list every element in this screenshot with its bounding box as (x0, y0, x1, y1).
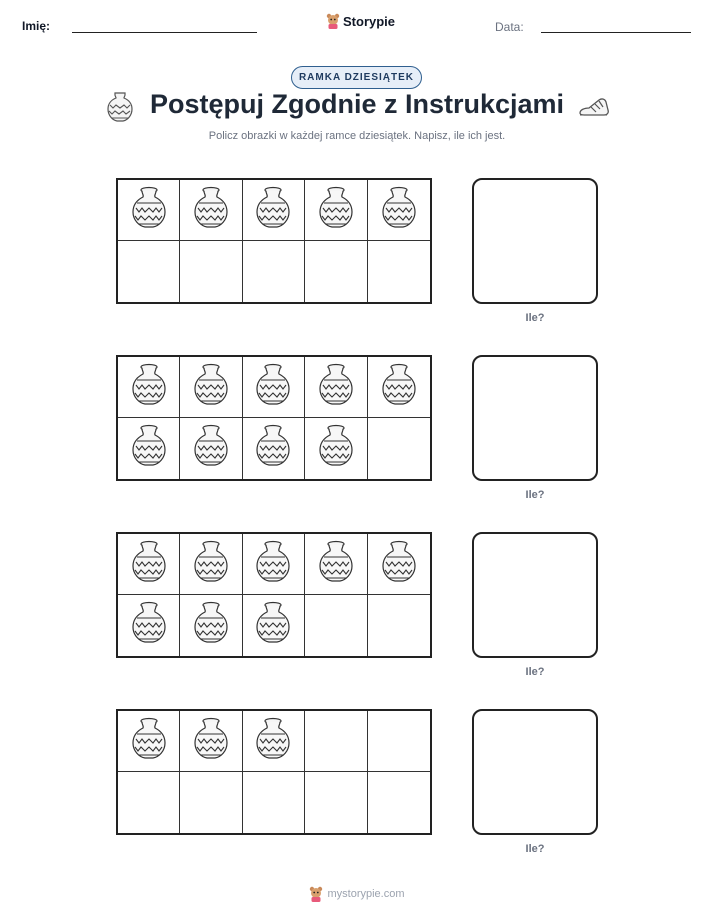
ten-frame-cell (243, 772, 305, 833)
ten-frame (116, 532, 432, 658)
answer-label: Ile? (525, 312, 545, 324)
vase-icon (382, 186, 416, 235)
ten-frame-cell (368, 595, 430, 656)
brand-name: Storypie (343, 13, 396, 29)
vase-icon (132, 601, 166, 650)
answer-box[interactable] (472, 178, 598, 304)
vase-icon (194, 424, 228, 473)
ten-frame-cell (368, 180, 430, 241)
ten-frame-cell (118, 595, 180, 656)
vase-icon (256, 186, 290, 235)
ten-frame-cell (180, 595, 242, 656)
ten-frame-cell (305, 711, 367, 772)
page-title: Postępuj Zgodnie z Instrukcjami (149, 89, 565, 119)
vase-icon (256, 424, 290, 473)
ten-frame-cell (305, 180, 367, 241)
sandal-icon (577, 93, 611, 124)
vase-icon (194, 540, 228, 589)
vase-icon (132, 424, 166, 473)
ten-frame-cell (118, 357, 180, 418)
ten-frame-cell (118, 534, 180, 595)
ten-frame-cell (118, 711, 180, 772)
vase-icon (319, 424, 353, 473)
category-badge: RAMKA DZIESIĄTEK (291, 66, 422, 89)
ten-frame-cell (305, 418, 367, 479)
ten-frame-cell (180, 357, 242, 418)
ten-frame-cell (368, 534, 430, 595)
ten-frame (116, 709, 432, 835)
ten-frame-cell (243, 418, 305, 479)
vase-icon (132, 363, 166, 412)
ten-frame-cell (243, 180, 305, 241)
ten-frame-cell (243, 534, 305, 595)
vase-icon (382, 363, 416, 412)
name-write-line[interactable] (72, 32, 257, 33)
ten-frame-cell (180, 418, 242, 479)
date-label: Data: (495, 20, 524, 34)
ten-frame-cell (180, 711, 242, 772)
ten-frame (116, 178, 432, 304)
ten-frame-cell (180, 534, 242, 595)
ten-frame-cell (180, 772, 242, 833)
footer (0, 886, 714, 902)
ten-frame-cell (305, 534, 367, 595)
ten-frame-cell (180, 241, 242, 302)
vase-icon (194, 717, 228, 766)
vase-icon (132, 540, 166, 589)
ten-frame-cell (118, 772, 180, 833)
ten-frame-cell (243, 595, 305, 656)
ten-frame-cell (305, 357, 367, 418)
answer-label: Ile? (525, 489, 545, 501)
date-write-line[interactable] (541, 32, 691, 33)
vase-icon (256, 601, 290, 650)
vase-icon (256, 363, 290, 412)
ten-frame-cell (305, 595, 367, 656)
answer-box[interactable] (472, 532, 598, 658)
vase-icon (319, 363, 353, 412)
ten-frame-cell (118, 241, 180, 302)
answer-label: Ile? (525, 843, 545, 855)
ten-frame-cell (305, 241, 367, 302)
ten-frame-cell (305, 772, 367, 833)
ten-frame (116, 355, 432, 481)
vase-icon (194, 601, 228, 650)
answer-label: Ile? (525, 666, 545, 678)
vase-icon (319, 540, 353, 589)
vase-icon (382, 540, 416, 589)
vase-icon (132, 717, 166, 766)
ten-frame-cell (368, 357, 430, 418)
ten-frame-cell (118, 180, 180, 241)
ten-frame-cell (180, 180, 242, 241)
vase-icon (194, 186, 228, 235)
answer-box[interactable] (472, 709, 598, 835)
ten-frame-cell (243, 711, 305, 772)
vase-icon (319, 186, 353, 235)
vase-icon (132, 186, 166, 235)
brand-logo (326, 13, 395, 29)
ten-frame-cell (368, 241, 430, 302)
ten-frame-cell (243, 357, 305, 418)
vase-icon (194, 363, 228, 412)
footer-url: mystorypie.com (327, 888, 405, 900)
ten-frame-cell (368, 711, 430, 772)
ten-frame-cell (368, 772, 430, 833)
name-label: Imię: (22, 19, 51, 33)
instructions: Policz obrazki w każdej ramce dziesiątek. Napisz, ile ich jest. (208, 130, 506, 142)
vase-icon (256, 717, 290, 766)
vase-icon (256, 540, 290, 589)
brand-mascot-icon (326, 13, 340, 29)
answer-box[interactable] (472, 355, 598, 481)
brand-mascot-icon (309, 886, 323, 902)
ten-frame-cell (243, 241, 305, 302)
ten-frame-cell (368, 418, 430, 479)
ten-frame-cell (118, 418, 180, 479)
